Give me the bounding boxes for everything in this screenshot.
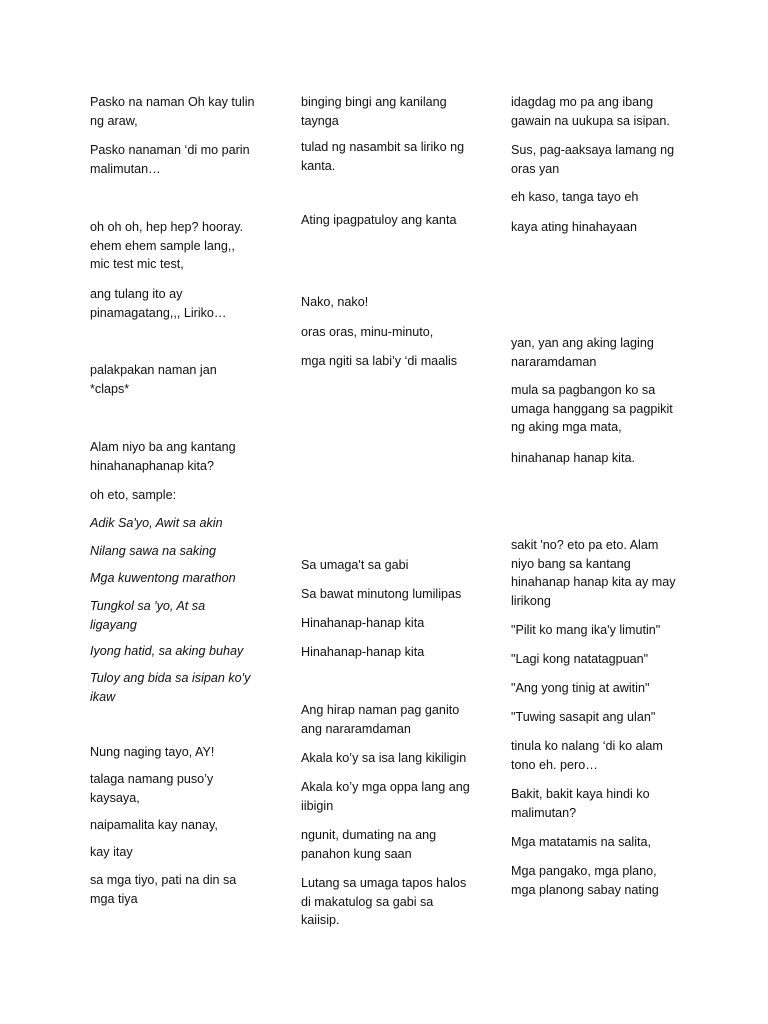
verse-line: sakit 'no? eto pa eto. Alam niyo bang sa kantang hinahanap hanap kita ay may lirikong: [511, 538, 676, 608]
verse-line: mga ngiti sa labi’y ‘di maalis: [301, 354, 458, 368]
verse-line: palakpakan naman jan *claps*: [90, 363, 217, 396]
verse-line: Alam niyo ba ang kantang hinahanaphanap kita?: [90, 440, 236, 473]
verse-line: yan, yan ang aking laging nararamdaman: [511, 336, 654, 369]
verse-line: mula sa pagbangon ko sa umaga hanggang sa pagpikit ng aking mga mata,: [511, 383, 673, 434]
verse-line: tinula ko nalang ‘di ko alam tono eh. pero…: [511, 739, 663, 772]
lyric-line: Iyong hatid, sa aking buhay: [90, 644, 244, 658]
verse-line: Akala ko’y mga oppa lang ang iibigin: [301, 780, 470, 813]
quoted-lyric: "Lagi kong natatagpuan": [511, 652, 649, 666]
verse-line: Pasko nanaman ‘di mo parin malimutan…: [90, 143, 250, 176]
verse-line: sa mga tiyo, pati na din sa mga tiya: [90, 873, 237, 906]
verse-line: ang tulang ito ay pinamagatang,,, Liriko…: [90, 287, 227, 320]
verse-line: eh kaso, tanga tayo eh: [511, 190, 639, 204]
verse-line: Ang hirap naman pag ganito ang nararamdaman: [301, 703, 460, 736]
verse-line: Ating ipagpatuloy ang kanta: [301, 213, 457, 227]
verse-line: ngunit, dumating na ang panahon kung saan: [301, 828, 437, 861]
verse-line: oras oras, minu-minuto,: [301, 325, 434, 339]
lyric-line: Nilang sawa na saking: [90, 544, 217, 558]
verse-line: naipamalita kay nanay,: [90, 818, 218, 832]
verse-line: idagdag mo pa ang ibang gawain na uukupa sa isipan.: [511, 95, 670, 128]
verse-line: kaya ating hinahayaan: [511, 220, 638, 234]
verse-line: Akala ko’y sa isa lang kikiligin: [301, 751, 467, 765]
verse-line: hinahanap hanap kita.: [511, 451, 635, 465]
quoted-lyric: "Pilit ko mang ika'y limutin": [511, 623, 661, 637]
lyric-line: Tungkol sa 'yo, At sa ligayang: [90, 599, 206, 632]
lyric-line: Adik Sa'yo, Awit sa akin: [90, 516, 223, 530]
verse-line: oh oh oh, hep hep? hooray. ehem ehem sample lang,, mic test mic test,: [90, 220, 244, 271]
verse-line: tulad ng nasambit sa liriko ng kanta.: [301, 140, 465, 173]
verse-line: Mga pangako, mga plano, mga planong sabay nating: [511, 864, 659, 897]
verse-line: Sa umaga't sa gabi: [301, 558, 409, 572]
verse-line: Pasko na naman Oh kay tulin ng araw,: [90, 95, 255, 128]
quoted-lyric: "Tuwing sasapit ang ulan": [511, 710, 656, 724]
verse-line: Lutang sa umaga tapos halos di makatulog sa gabi sa kaiisip.: [301, 876, 467, 927]
quoted-lyric: "Ang yong tinig at awitin": [511, 681, 650, 695]
verse-line: Sa bawat minutong lumilipas: [301, 587, 462, 601]
text-column-1: [90, 0, 280, 1024]
lyric-line: Mga kuwentong marathon: [90, 571, 236, 585]
text-column-3: [511, 0, 696, 1024]
verse-line: Nako, nako!: [301, 295, 369, 309]
verse-line: Hinahanap-hanap kita: [301, 616, 425, 630]
verse-line: kay itay: [90, 845, 133, 859]
verse-line: Sus, pag-aaksaya lamang ng oras yan: [511, 143, 675, 176]
verse-line: oh eto, sample:: [90, 488, 177, 502]
verse-line: talaga namang puso’y kaysaya,: [90, 772, 214, 805]
verse-line: Nung naging tayo, AY!: [90, 745, 215, 759]
verse-line: binging bingi ang kanilang taynga: [301, 95, 447, 128]
text-column-2: [301, 0, 491, 1024]
lyric-line: Tuloy ang bida sa isipan ko'y ikaw: [90, 671, 251, 704]
verse-line: Hinahanap-hanap kita: [301, 645, 425, 659]
verse-line: Bakit, bakit kaya hindi ko malimutan?: [511, 787, 650, 820]
verse-line: Mga matatamis na salita,: [511, 835, 651, 849]
